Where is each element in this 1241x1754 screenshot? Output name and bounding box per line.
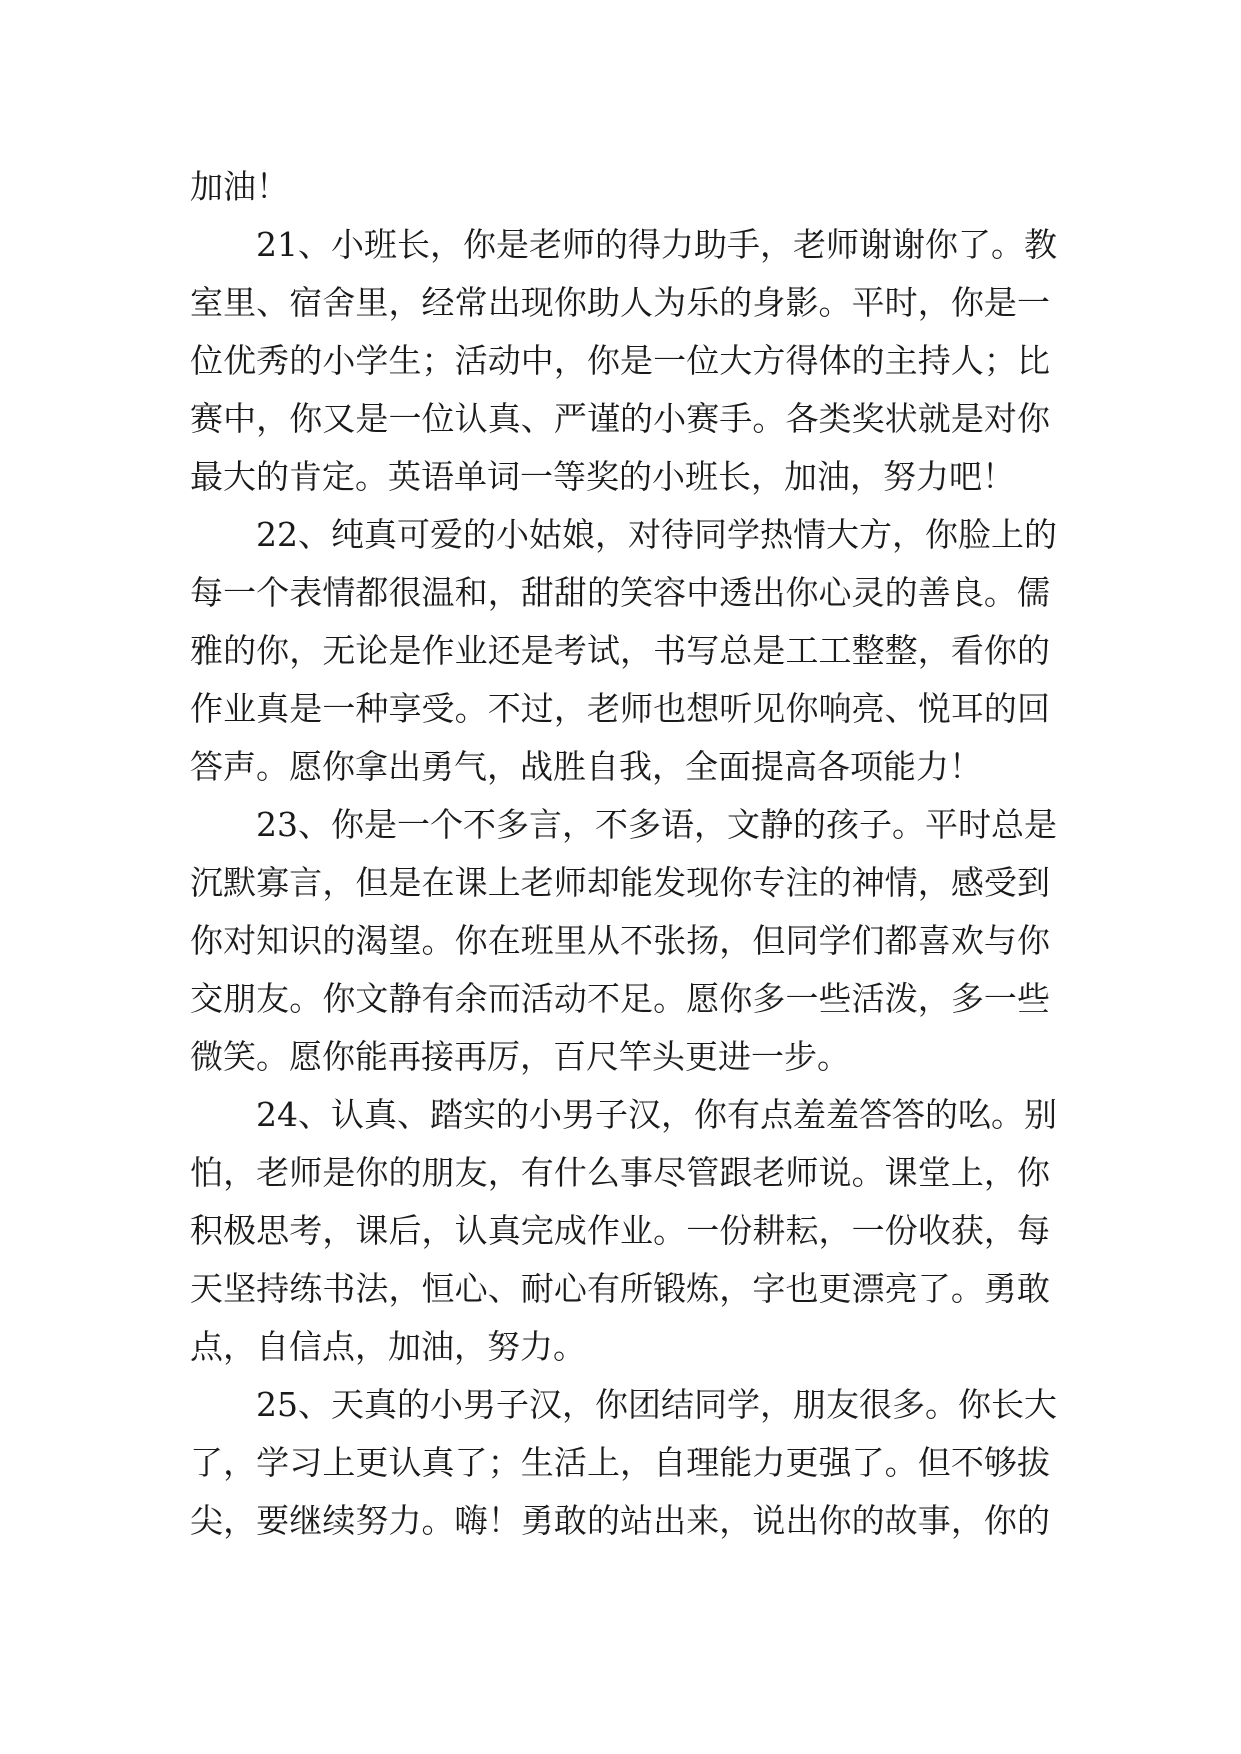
text-line: 答声。愿你拿出勇气，战胜自我，全面提高各项能力！: [190, 747, 982, 786]
text-line: 赛中，你又是一位认真、严谨的小赛手。各类奖状就是对你: [190, 399, 1050, 438]
text-line: 交朋友。你文静有余而活动不足。愿你多一些活泼，多一些: [190, 979, 1050, 1018]
text-line: 尖，要继续努力。嗨！勇敢的站出来，说出你的故事，你的: [190, 1501, 1050, 1540]
text-line: 加油！: [190, 167, 289, 206]
text-line: 怕，老师是你的朋友，有什么事尽管跟老师说。课堂上，你: [190, 1153, 1050, 1192]
text-line: 作业真是一种享受。不过，老师也想听见你响亮、悦耳的回: [190, 689, 1050, 728]
text-line: 沉默寡言，但是在课上老师却能发现你专注的神情，感受到: [190, 863, 1050, 902]
paragraph-first-line: 22、纯真可爱的小姑娘，对待同学热情大方，你脸上的: [256, 515, 1057, 554]
paragraph-first-line: 24、认真、踏实的小男子汉，你有点羞羞答答的吆。别: [256, 1095, 1057, 1134]
paragraph-first-line: 23、你是一个不多言，不多语，文静的孩子。平时总是: [256, 805, 1057, 844]
text-line: 位优秀的小学生；活动中，你是一位大方得体的主持人；比: [190, 341, 1050, 380]
text-line: 天坚持练书法，恒心、耐心有所锻炼，字也更漂亮了。勇敢: [190, 1269, 1050, 1308]
text-line: 微笑。愿你能再接再厉，百尺竿头更进一步。: [190, 1037, 850, 1076]
text-line: 最大的肯定。英语单词一等奖的小班长，加油，努力吧！: [190, 457, 1015, 496]
text-line: 点，自信点，加油，努力。: [190, 1327, 586, 1366]
text-line: 每一个表情都很温和，甜甜的笑容中透出你心灵的善良。儒: [190, 573, 1050, 612]
text-line: 雅的你，无论是作业还是考试，书写总是工工整整，看你的: [190, 631, 1050, 670]
text-line: 了，学习上更认真了；生活上，自理能力更强了。但不够拔: [190, 1443, 1050, 1482]
paragraph-first-line: 25、天真的小男子汉，你团结同学，朋友很多。你长大: [256, 1385, 1057, 1424]
paragraph-first-line: 21、小班长，你是老师的得力助手，老师谢谢你了。教: [256, 225, 1057, 264]
text-line: 积极思考，课后，认真完成作业。一份耕耘，一份收获，每: [190, 1211, 1050, 1250]
text-line: 室里、宿舍里，经常出现你助人为乐的身影。平时，你是一: [190, 283, 1050, 322]
document-body: [190, 158, 1057, 1550]
text-line: 你对知识的渴望。你在班里从不张扬，但同学们都喜欢与你: [190, 921, 1050, 960]
